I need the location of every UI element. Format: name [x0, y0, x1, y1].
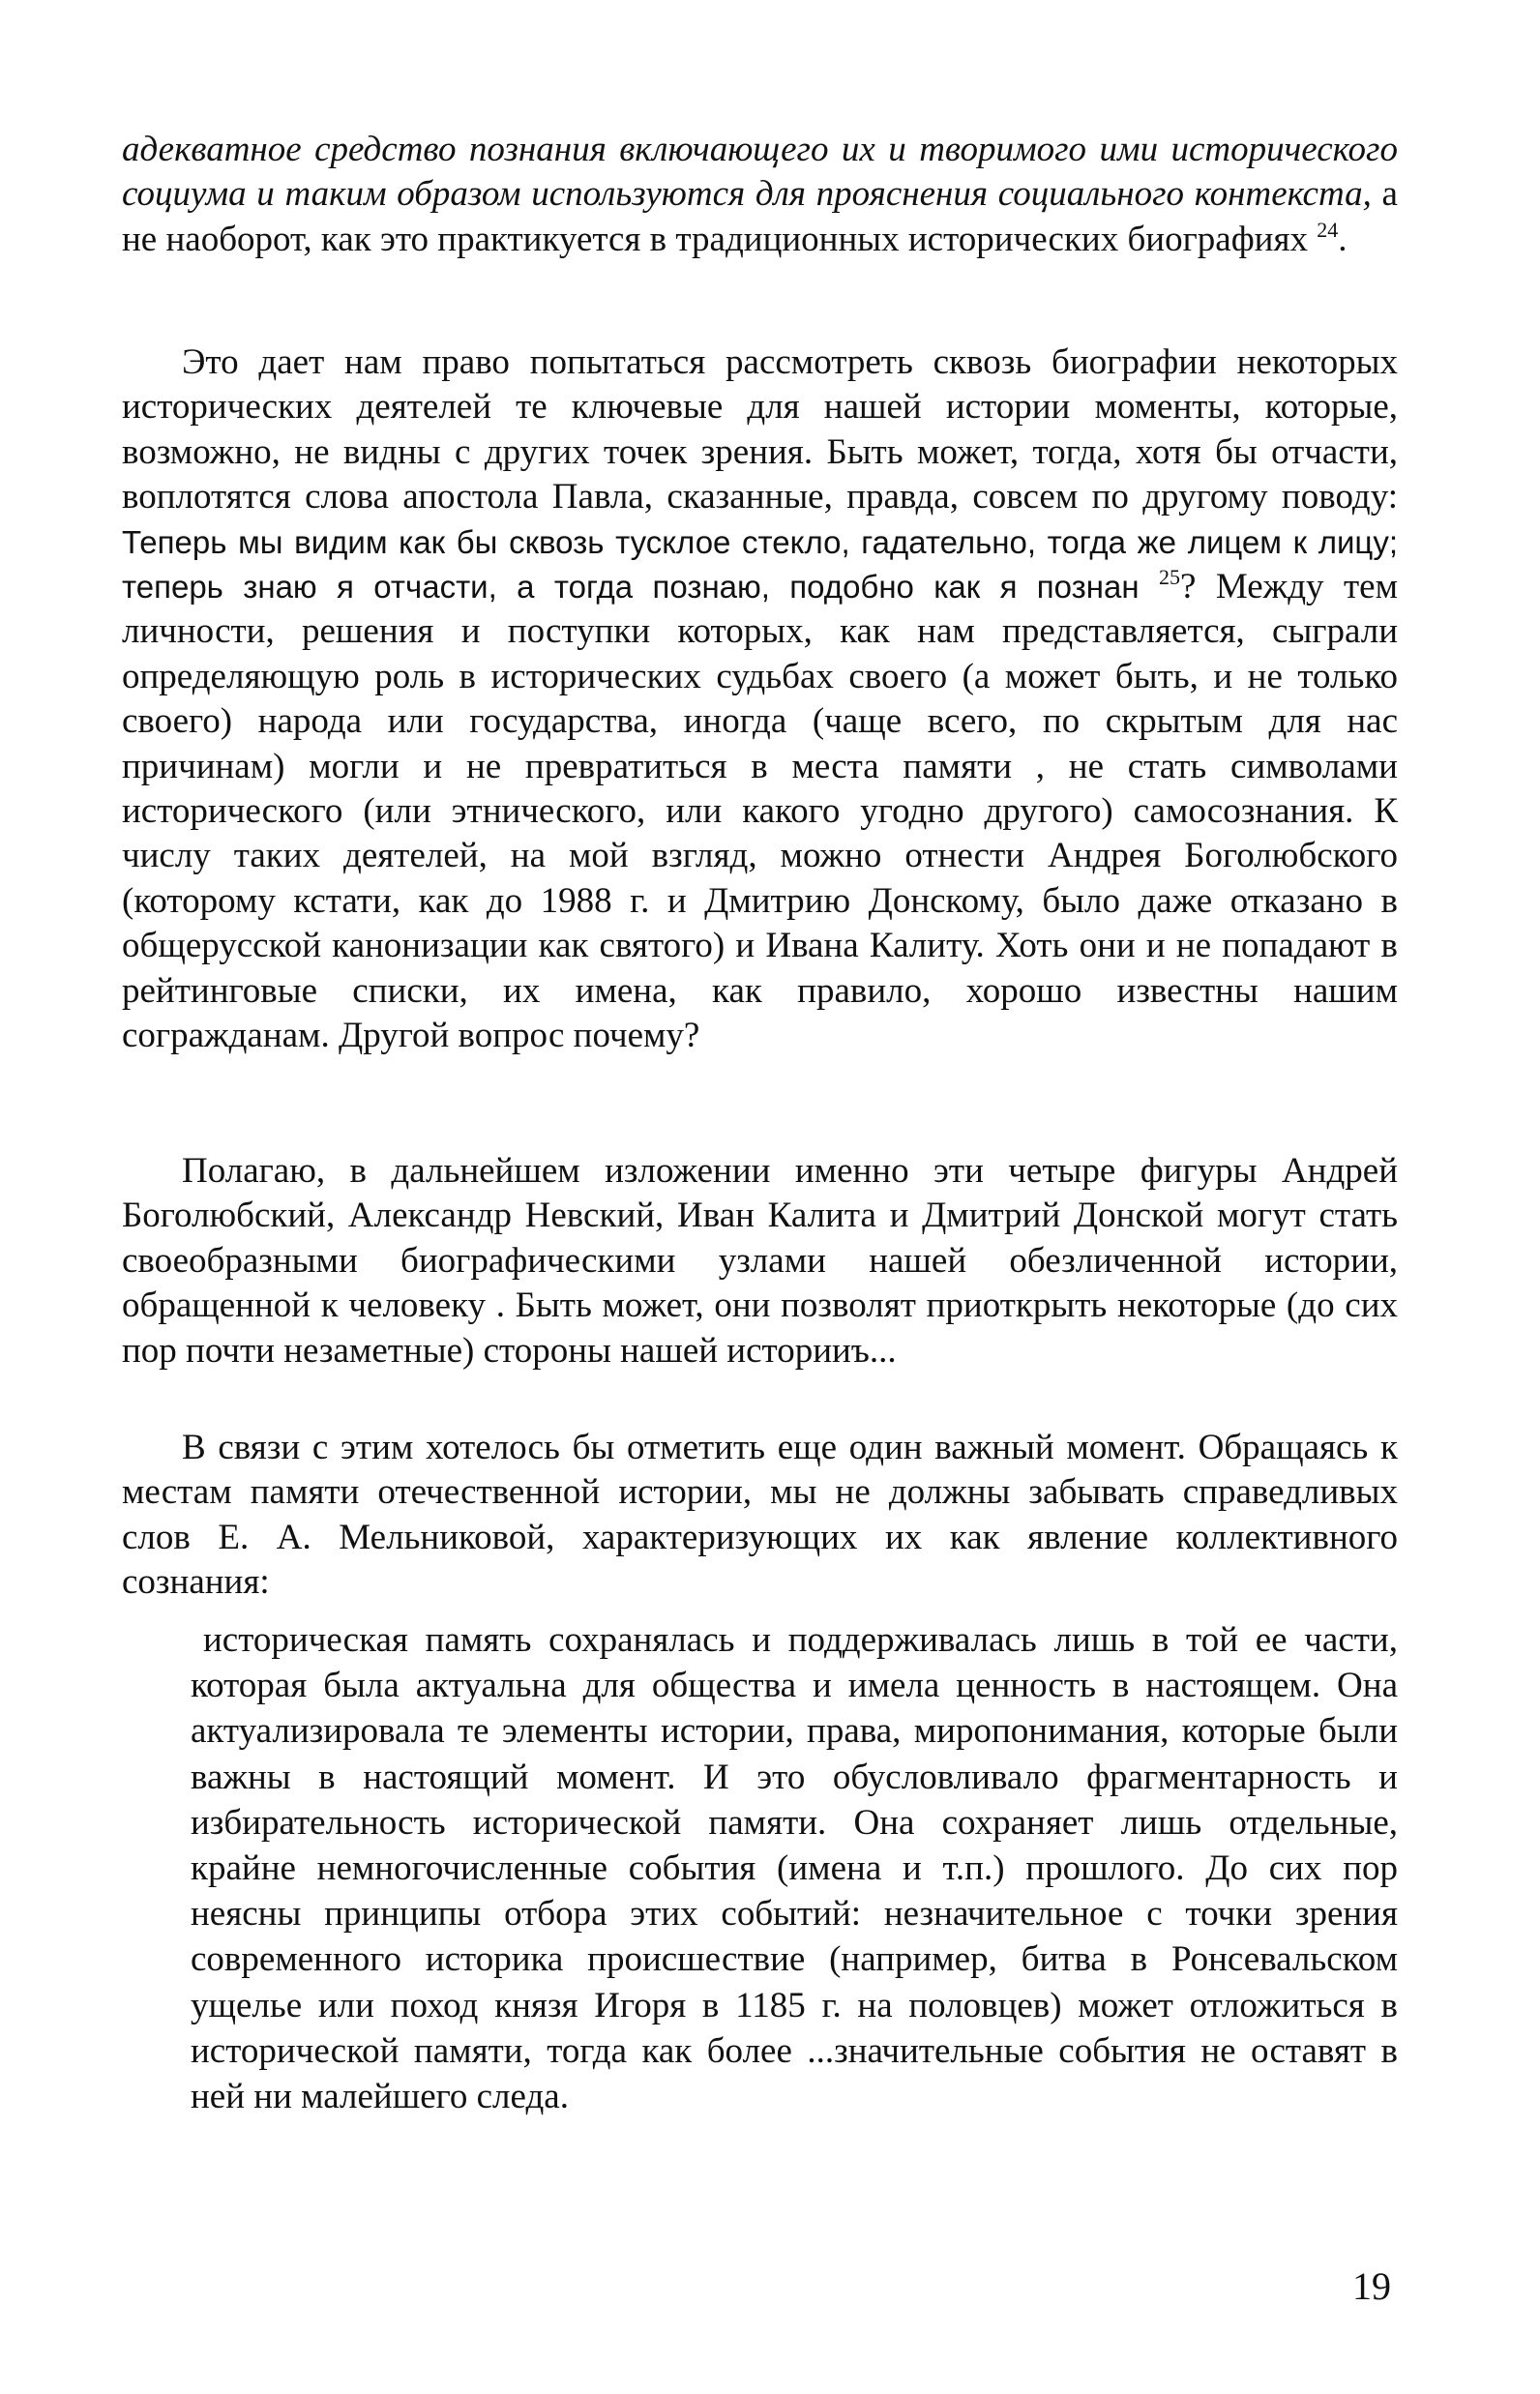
footnote-marker-24: 24	[1317, 217, 1339, 242]
biblical-quote: Теперь мы видим как бы сквозь тусклое стекло, гадательно, тогда же лицем к лицу; теперь знаю я отчасти, а тогда познаю, подобно как я познан	[122, 523, 1398, 606]
paragraph-continuation	[122, 128, 1398, 262]
paragraph-3: Полагаю, в дальнейшем изложении именно эти четыре фигуры Андрей Боголюбский, Александр Невский, Иван Калита и Дмитрий Донской могут стать своеобразными биографическими узлами нашей обезличенной истории, обращенной к человеку . Быть может, они позволят приоткрыть некоторые (до сих пор почти незаметные) стороны нашей историиъ...	[122, 1151, 1398, 1371]
paragraph-end: .	[1338, 219, 1348, 259]
block-quote: историческая память сохранялась и поддерживалась лишь в той ее части, которая была актуальна для общества и имела ценность в настоящем. Она актуализировала те элементы истории, права, миропонимания, которые были важны в настоящий момент. И это обусловливало фрагментарность и избирательность исторической памяти. Она сохраняет лишь отдельные, крайне немногочисленные события (имена и т.п.) прошлого. До сих пор неясны принципы отбора этих событий: незначительное с точки зрения современного историка происшествие (например, битва в Ронсевальском ущелье или поход князя Игоря в 1185 г. на половцев) может отложиться в исторической памяти, тогда как более ...значительные события не оставят в ней ни малейшего следа.	[191, 1620, 1398, 2117]
italic-lead-text: адекватное средство познания включающего их и творимого ими исторического социума и таким образом используются для прояснения социального контекста,	[122, 130, 1398, 215]
paragraph-4: В связи с этим хотелось бы отметить еще один важный момент. Обращаясь к местам памяти отечественной истории, мы не должны забывать справедливых слов Е. А. Мельниковой, характеризующих их как явление коллективного сознания:	[122, 1428, 1398, 1603]
paragraph-text: а не наоборот, как это практикуется в традиционных исторических биографиях	[122, 174, 1398, 259]
paragraph-2	[122, 340, 1398, 1059]
paragraph-text: ? Между тем личности, решения и поступки которых, как нам представляется, сыграли определяющую роль в исторических судьбах своего (а может быть, и не только своего) народа или государства, иногда (чаще всего, по скрытым для нас причинам) могли и не превратиться в места памяти , не стать символами исторического (или этнического, или какого угодно другого) самосознания. К числу таких деятелей, на мой взгляд, можно отнести Андрея Боголюбского (которому кстати, как до 1988 г. и Дмитрию Донскому, было даже отказано в общерусской канонизации как святого) и Ивана Калиту. Хоть они и не попадают в рейтинговые списки, их имена, как правило, хорошо известны нашим согражданам. Другой вопрос почему?	[122, 567, 1398, 1056]
footnote-marker-25: 25	[1158, 565, 1180, 590]
paragraph-text: Это дает нам право попытаться рассмотреть сквозь биографии некоторых исторических деятелей те ключевые для нашей истории моменты, которые, возможно, не видны с других точек зрения. Быть может, тогда, хотя бы отчасти, воплотятся слова апостола Павла, сказанные, правда, совсем по другому поводу:	[122, 342, 1398, 517]
page-number: 19	[1352, 2264, 1391, 2308]
